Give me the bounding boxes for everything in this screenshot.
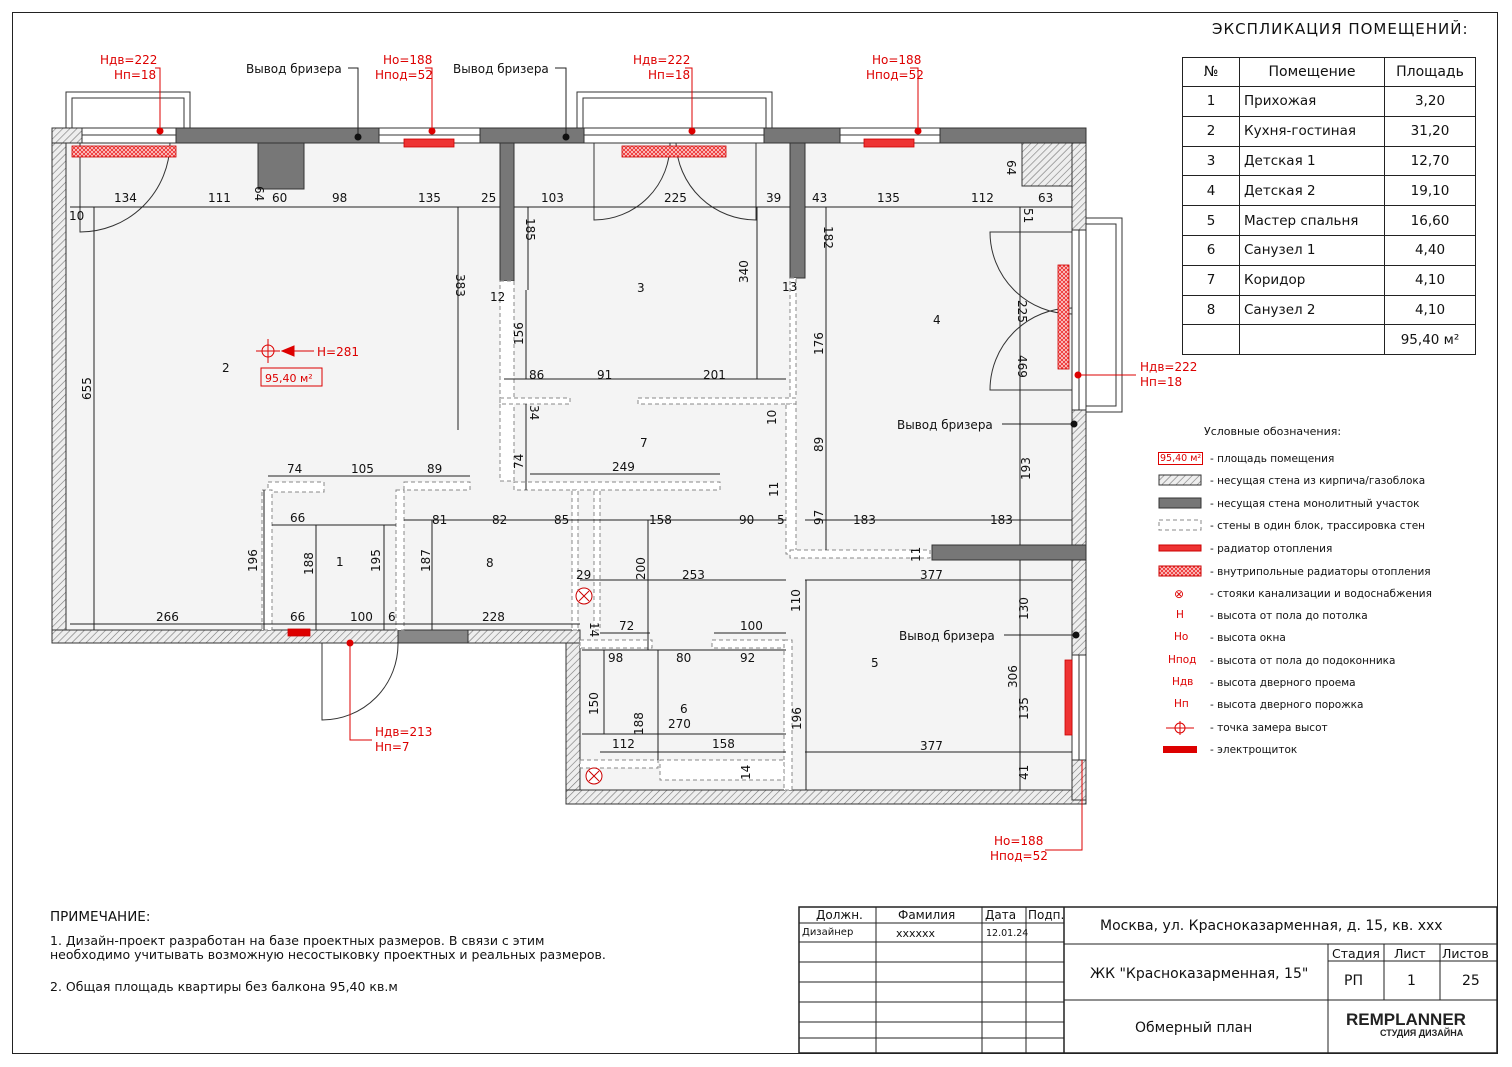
svg-text:176: 176 xyxy=(812,332,826,355)
svg-text:74: 74 xyxy=(287,462,303,476)
svg-text:34: 34 xyxy=(527,405,541,421)
cell-number: 7 xyxy=(1183,265,1240,295)
block-wall-icon xyxy=(1158,519,1206,533)
explication-table xyxy=(1182,57,1476,355)
svg-text:11: 11 xyxy=(909,546,923,562)
legend-item xyxy=(1158,473,1425,489)
legend-text: - внутрипольные радиаторы отопления xyxy=(1210,566,1431,578)
cell-empty xyxy=(1240,325,1385,355)
svg-text:25: 25 xyxy=(481,191,497,205)
cell-area: 12,70 xyxy=(1385,146,1476,176)
col-position: Должн. xyxy=(816,908,863,922)
cell-number: 4 xyxy=(1183,176,1240,206)
svg-text:228: 228 xyxy=(482,610,505,624)
svg-text:89: 89 xyxy=(812,436,826,452)
window-annotation: Hдв=222 xyxy=(633,53,691,67)
svg-text:135: 135 xyxy=(418,191,441,205)
svg-text:266: 266 xyxy=(156,610,179,624)
cell-room: Мастер спальня xyxy=(1240,206,1385,236)
title-block xyxy=(798,906,1498,1054)
cell-room: Детская 1 xyxy=(1240,146,1385,176)
window-annotation: Hпод=52 xyxy=(375,68,433,82)
svg-text:196: 196 xyxy=(790,707,804,730)
room-number: 4 xyxy=(933,313,941,327)
table-row xyxy=(1183,235,1476,265)
svg-text:201: 201 xyxy=(703,368,726,382)
svg-text:103: 103 xyxy=(541,191,564,205)
legend-text: - несущая стена из кирпича/газоблока xyxy=(1210,475,1426,487)
svg-text:92: 92 xyxy=(740,651,756,665)
svg-text:14: 14 xyxy=(587,622,601,638)
logo-subtitle: СТУДИЯ ДИЗАЙНА xyxy=(1380,1028,1464,1038)
window-annotation: Hдв=213 xyxy=(375,725,433,739)
table-row xyxy=(1183,146,1476,176)
svg-text:80: 80 xyxy=(676,651,692,665)
cell-area: 4,40 xyxy=(1385,235,1476,265)
window-annotation: Hпод=52 xyxy=(866,68,924,82)
legend-item xyxy=(1158,742,1297,758)
surname-cell: хххххх xyxy=(896,927,936,940)
window-annotation: Hо=188 xyxy=(383,53,433,67)
svg-text:193: 193 xyxy=(1019,457,1033,480)
legend-item xyxy=(1158,653,1395,669)
room-number: 3 xyxy=(637,281,645,295)
notes-title: ПРИМЕЧАНИЕ: xyxy=(50,909,151,925)
svg-text:39: 39 xyxy=(766,191,782,205)
legend-text: - высота дверного проема xyxy=(1210,677,1356,689)
table-row xyxy=(1183,116,1476,146)
svg-text:111: 111 xyxy=(208,191,231,205)
svg-text:74: 74 xyxy=(512,453,526,469)
svg-text:188: 188 xyxy=(632,712,646,735)
svg-text:135: 135 xyxy=(877,191,900,205)
floor-radiator-icon xyxy=(1158,565,1206,579)
svg-text:100: 100 xyxy=(350,610,373,624)
table-row xyxy=(1183,206,1476,236)
table-header xyxy=(1183,58,1476,87)
sheets-label: Листов xyxy=(1442,946,1489,961)
room-number: 5 xyxy=(871,656,879,670)
svg-text:655: 655 xyxy=(80,377,94,400)
h-symbol: H xyxy=(1176,609,1184,621)
ceiling-height: H=281 xyxy=(317,345,359,359)
hp-symbol: Hп xyxy=(1174,698,1189,710)
window-annotation: Hо=188 xyxy=(994,834,1044,848)
table-row xyxy=(1183,295,1476,325)
legend-item xyxy=(1158,697,1363,713)
svg-text:253: 253 xyxy=(682,568,705,582)
legend-item xyxy=(1158,630,1286,646)
cell-room: Коридор xyxy=(1240,265,1385,295)
cell-number: 1 xyxy=(1183,87,1240,117)
svg-text:81: 81 xyxy=(432,513,448,527)
cell-number: 8 xyxy=(1183,295,1240,325)
room-number: 2 xyxy=(222,361,230,375)
svg-text:6: 6 xyxy=(388,610,396,624)
window-annotation: Hп=7 xyxy=(375,740,410,754)
svg-text:200: 200 xyxy=(634,557,648,580)
svg-text:5: 5 xyxy=(777,513,785,527)
col-area: Площадь xyxy=(1385,58,1476,87)
svg-text:383: 383 xyxy=(453,274,467,297)
svg-text:105: 105 xyxy=(351,462,374,476)
svg-text:249: 249 xyxy=(612,460,635,474)
panel-icon xyxy=(1158,743,1206,757)
breezer-label: Вывод бризера xyxy=(246,62,342,76)
cell-total: 95,40 м² xyxy=(1385,325,1476,355)
monolith-wall-icon xyxy=(1158,497,1206,511)
riser-icon: ⊗ xyxy=(1174,587,1185,601)
cell-area: 3,20 xyxy=(1385,87,1476,117)
col-surname: Фамилия xyxy=(898,908,956,922)
legend-item xyxy=(1158,675,1356,691)
svg-text:10: 10 xyxy=(69,209,85,223)
svg-text:110: 110 xyxy=(789,589,803,612)
col-room: Помещение xyxy=(1240,58,1385,87)
svg-text:377: 377 xyxy=(920,739,943,753)
legend-item xyxy=(1158,720,1328,736)
svg-text:377: 377 xyxy=(920,568,943,582)
svg-text:182: 182 xyxy=(821,226,835,249)
breezer-label: Вывод бризера xyxy=(897,418,993,432)
ho-symbol: Hо xyxy=(1174,631,1189,643)
legend-title: Условные обозначения: xyxy=(1204,425,1342,438)
explication-title: ЭКСПЛИКАЦИЯ ПОМЕЩЕНИЙ: xyxy=(1212,20,1469,38)
svg-text:66: 66 xyxy=(290,610,306,624)
svg-text:63: 63 xyxy=(1038,191,1054,205)
stage-value: РП xyxy=(1344,973,1363,989)
legend-text: - стены в один блок, трассировка стен xyxy=(1210,520,1426,532)
notes xyxy=(50,910,610,1012)
cell-room: Кухня-гостиная xyxy=(1240,116,1385,146)
svg-text:112: 112 xyxy=(971,191,994,205)
sheet-label: Лист xyxy=(1394,946,1426,961)
legend-text: - точка замера высот xyxy=(1210,722,1328,734)
window-annotation: Hдв=222 xyxy=(100,53,158,67)
svg-text:97: 97 xyxy=(812,509,826,525)
legend-text: - стояки канализации и водоснабжения xyxy=(1210,588,1432,600)
col-date: Дата xyxy=(985,908,1017,922)
svg-text:150: 150 xyxy=(587,692,601,715)
svg-text:158: 158 xyxy=(649,513,672,527)
breezer-label: Вывод бризера xyxy=(453,62,549,76)
svg-text:85: 85 xyxy=(554,513,570,527)
svg-text:158: 158 xyxy=(712,737,735,751)
svg-text:112: 112 xyxy=(612,737,635,751)
svg-text:156: 156 xyxy=(512,322,526,345)
svg-text:225: 225 xyxy=(664,191,687,205)
legend-text: - несущая стена монолитный участок xyxy=(1210,498,1420,510)
svg-text:130: 130 xyxy=(1017,597,1031,620)
svg-text:98: 98 xyxy=(332,191,348,205)
area-box-icon: 95,40 м² xyxy=(1160,453,1202,464)
svg-text:340: 340 xyxy=(737,260,751,283)
window-annotation: Hо=188 xyxy=(872,53,922,67)
svg-text:82: 82 xyxy=(492,513,508,527)
col-number: № xyxy=(1183,58,1240,87)
hpod-symbol: Hпод xyxy=(1168,654,1197,666)
radiator-icon xyxy=(1158,542,1206,556)
cell-area: 31,20 xyxy=(1385,116,1476,146)
svg-text:66: 66 xyxy=(290,511,306,525)
cell-area: 19,10 xyxy=(1385,176,1476,206)
room-number: 8 xyxy=(486,556,494,570)
svg-text:188: 188 xyxy=(302,552,316,575)
legend-item xyxy=(1158,608,1368,624)
cell-room: Санузел 2 xyxy=(1240,295,1385,325)
window-annotation: Hп=18 xyxy=(1140,375,1183,389)
legend-text: - высота дверного порожка xyxy=(1210,699,1364,711)
legend-text: - площадь помещения xyxy=(1210,453,1335,465)
svg-text:43: 43 xyxy=(812,191,828,205)
table-row xyxy=(1183,87,1476,117)
svg-text:41: 41 xyxy=(1017,764,1031,780)
sheets-value: 25 xyxy=(1462,973,1480,989)
svg-text:29: 29 xyxy=(576,568,592,582)
cell-number: 6 xyxy=(1183,235,1240,265)
svg-text:64: 64 xyxy=(252,186,266,202)
svg-text:195: 195 xyxy=(369,549,383,572)
legend-item xyxy=(1158,518,1425,534)
logo-text: REMPLANNER xyxy=(1346,1010,1466,1029)
cell-area: 16,60 xyxy=(1385,206,1476,236)
svg-text:134: 134 xyxy=(114,191,137,205)
room-number: 1 xyxy=(336,555,344,569)
room-number: 6 xyxy=(680,702,688,716)
breezer-label: Вывод бризера xyxy=(899,629,995,643)
svg-text:183: 183 xyxy=(853,513,876,527)
remplanner-logo xyxy=(1346,1010,1466,1038)
cell-room: Прихожая xyxy=(1240,87,1385,117)
note-item: 1. Дизайн-проект разработан на базе проектных размеров. В связи с этим необходимо учитывать возможную несостыковку проектных и реальных размеров. xyxy=(50,933,606,962)
svg-text:196: 196 xyxy=(246,549,260,572)
svg-text:100: 100 xyxy=(740,619,763,633)
legend-text: - высота от пола до подоконника xyxy=(1210,655,1396,667)
cell-number: 5 xyxy=(1183,206,1240,236)
stage-label: Стадия xyxy=(1332,946,1380,961)
role-cell: Дизайнер xyxy=(802,927,854,938)
legend-text: - электрощиток xyxy=(1210,744,1298,756)
svg-text:51: 51 xyxy=(1021,208,1035,224)
legend-item xyxy=(1158,541,1332,557)
measure-point-icon xyxy=(1158,721,1206,735)
note-item: 2. Общая площадь квартиры без балкона 95,40 кв.м xyxy=(50,979,398,994)
svg-text:10: 10 xyxy=(765,409,779,425)
svg-text:270: 270 xyxy=(668,717,691,731)
svg-text:12: 12 xyxy=(490,290,506,304)
svg-text:135: 135 xyxy=(1017,697,1031,720)
window-annotation: Hп=18 xyxy=(648,68,691,82)
svg-text:187: 187 xyxy=(419,549,433,572)
legend-item xyxy=(1158,586,1432,602)
window-annotation: Hпод=52 xyxy=(990,849,1048,863)
svg-text:306: 306 xyxy=(1006,665,1020,688)
svg-text:72: 72 xyxy=(619,619,635,633)
date-cell: 12.01.24 xyxy=(986,928,1029,939)
legend-item xyxy=(1158,564,1431,580)
area-box-text: 95,40 м² xyxy=(265,372,313,385)
sheet-value: 1 xyxy=(1407,973,1416,989)
window-annotation: Hп=18 xyxy=(114,68,157,82)
sheet-title: Обмерный план xyxy=(1135,1020,1253,1036)
svg-text:86: 86 xyxy=(529,368,545,382)
svg-text:225: 225 xyxy=(1015,300,1029,323)
hdv-symbol: Hдв xyxy=(1172,676,1194,688)
svg-text:469: 469 xyxy=(1015,355,1029,378)
svg-text:60: 60 xyxy=(272,191,288,205)
room-number: 7 xyxy=(640,436,648,450)
legend-text: - радиатор отопления xyxy=(1210,543,1333,555)
cell-empty xyxy=(1183,325,1240,355)
legend-text: - высота от пола до потолка xyxy=(1210,610,1368,622)
svg-text:98: 98 xyxy=(608,651,624,665)
table-total-row xyxy=(1183,325,1476,355)
cell-area: 4,10 xyxy=(1385,295,1476,325)
svg-text:183: 183 xyxy=(990,513,1013,527)
svg-text:90: 90 xyxy=(739,513,755,527)
legend-item xyxy=(1158,451,1334,467)
legend-text: - высота окна xyxy=(1210,632,1286,644)
window-annotation: Hдв=222 xyxy=(1140,360,1198,374)
legend-item xyxy=(1158,496,1420,512)
svg-text:64: 64 xyxy=(1004,160,1018,176)
svg-text:185: 185 xyxy=(523,218,537,241)
cell-room: Санузел 1 xyxy=(1240,235,1385,265)
cell-number: 3 xyxy=(1183,146,1240,176)
svg-text:14: 14 xyxy=(739,764,753,780)
svg-text:89: 89 xyxy=(427,462,443,476)
svg-text:13: 13 xyxy=(782,280,798,294)
cell-area: 4,10 xyxy=(1385,265,1476,295)
svg-text:91: 91 xyxy=(597,368,613,382)
table-row xyxy=(1183,176,1476,206)
project-name: ЖК "Красноказарменная, 15" xyxy=(1090,966,1309,982)
cell-room: Детская 2 xyxy=(1240,176,1385,206)
col-signature: Подп. xyxy=(1028,908,1065,922)
brick-wall-icon xyxy=(1158,474,1206,488)
table-row xyxy=(1183,265,1476,295)
svg-text:11: 11 xyxy=(767,481,781,497)
cell-number: 2 xyxy=(1183,116,1240,146)
address: Москва, ул. Красноказарменная, д. 15, кв. ххх xyxy=(1100,918,1443,934)
